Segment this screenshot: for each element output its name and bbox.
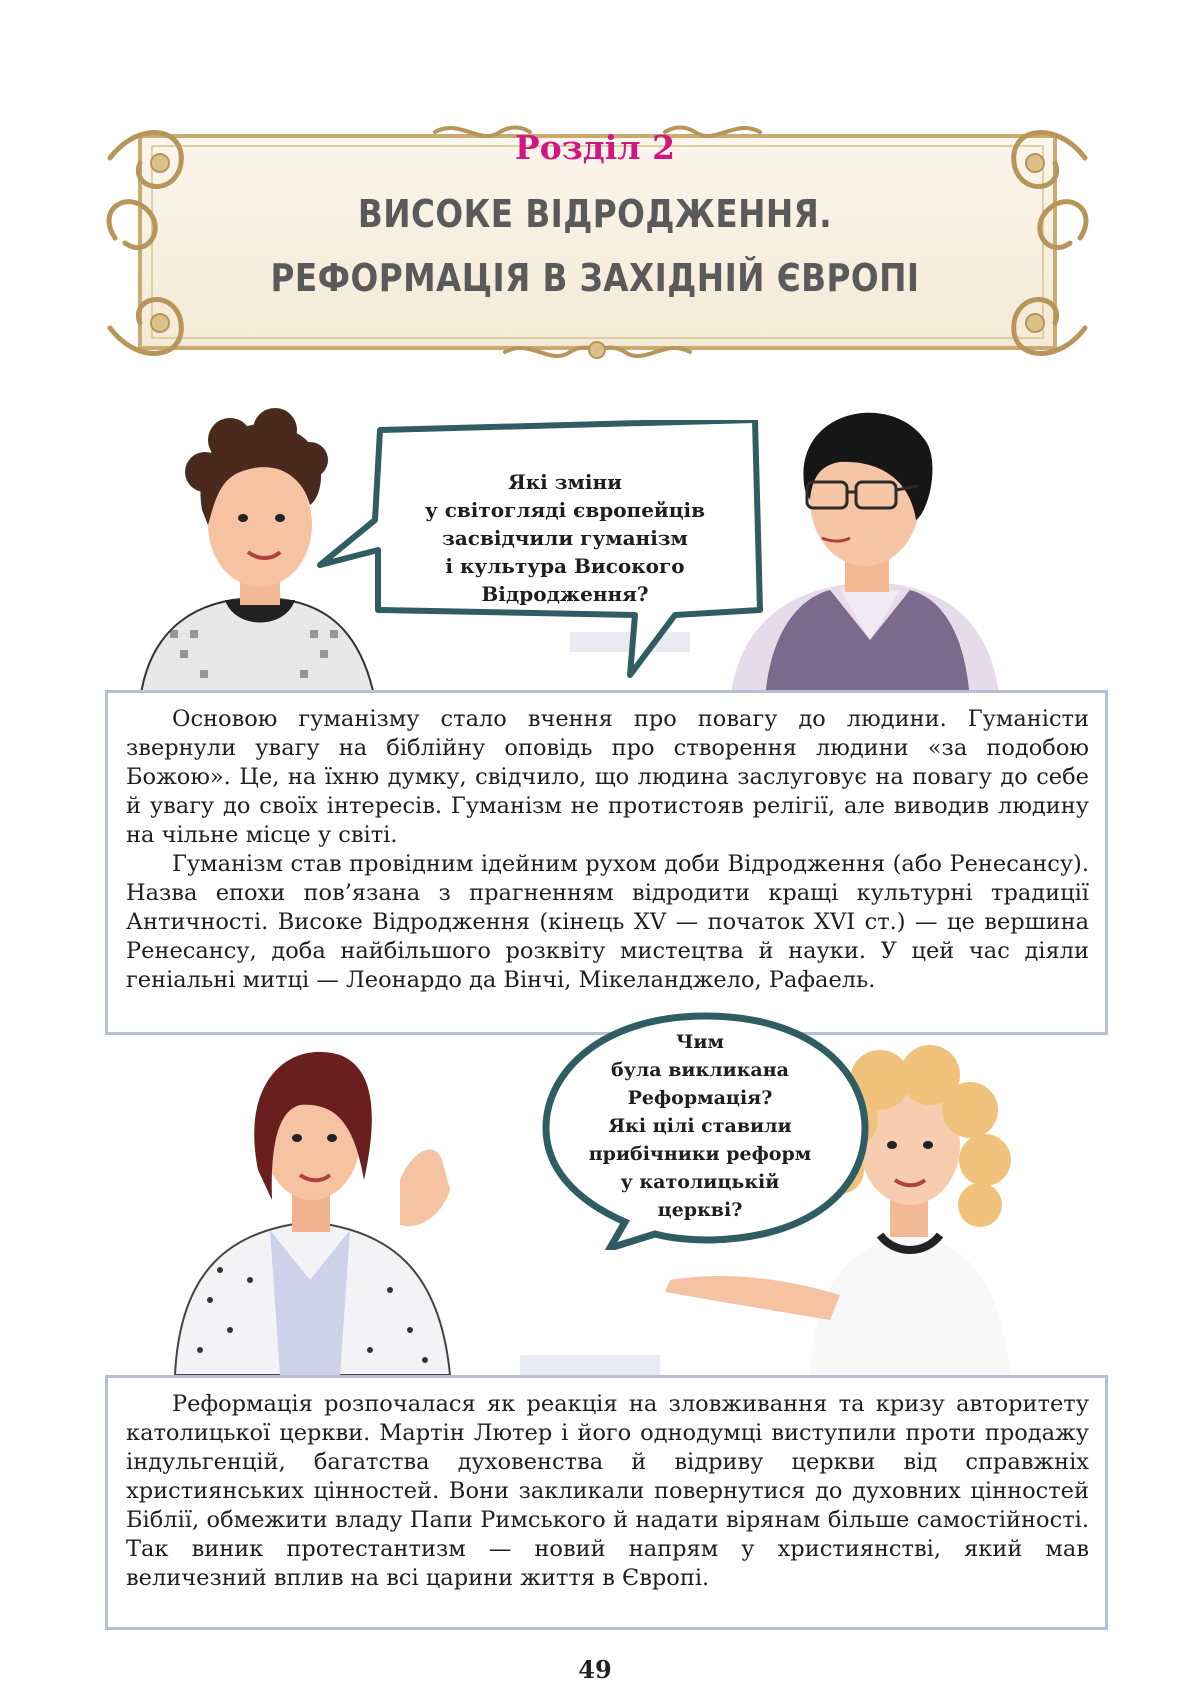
question-2-line: Які цілі ставили: [608, 1115, 792, 1137]
text-box-reformation: [105, 1375, 1108, 1630]
text-box-humanism: [105, 690, 1108, 1035]
question-1-line: і культура Високого: [445, 554, 685, 578]
question-2: [565, 1028, 835, 1224]
question-1-line: Які зміни: [508, 470, 622, 494]
question-1-line: у світогляді європейців: [424, 498, 706, 522]
question-2-line: Реформація?: [627, 1087, 773, 1109]
paragraph: Основою гуманізму стало вчення про повагу до людини. Гуманісти звернули увагу на біблійну оповідь про створення людини «за подобою Божою». Це, на їхню думку, свідчило, що людина заслуговує на повагу до себе й увагу до своїх інтересів. Гуманізм не протистояв релігії, але виводив людину на чільне місце у світі.: [126, 706, 1089, 848]
paragraph: Реформація розпочалася як реакція на зловживання та кризу авторитету католицької церкви. Мартін Лютер і його однодумці виступили проти продажу індульгенцій, багатства духовенства й відриву церкви від справжніх християнських цінностей. Вони закликали повернутися до духовних цінностей Біблії, обмежити владу Папи Римського й надати вірянам більше самостійності. Так виник протестантизм — новий напрям у християнстві, який мав величезний вплив на всі царини життя в Європі.: [126, 1391, 1089, 1591]
question-1-line: Відродження?: [481, 582, 649, 606]
page-number: 49: [578, 1655, 612, 1684]
chapter-title-line-2: РЕФОРМАЦІЯ В ЗАХІДНІЙ ЄВРОПІ: [270, 256, 920, 300]
question-2-line: церкві?: [657, 1199, 743, 1221]
question-2-line: Чим: [676, 1031, 724, 1053]
question-2-line: була викликана: [611, 1059, 789, 1081]
paragraph: Гуманізм став провідним ідейним рухом доби Відродження (або Ренесансу). Назва епохи пов’язана з прагненням відродити кращі культурні традиції Античності. Високе Відродження (кінець XV — початок XVI ст.) — це вершина Ренесансу, доба найбільшого розквіту мистецтва й науки. У цей час діяли геніальні митці — Леонардо да Вінчі, Мікеланджело, Рафаель.: [126, 851, 1089, 993]
question-2-line: прибічники реформ: [588, 1143, 812, 1165]
student-right-figure: [730, 413, 1000, 700]
chapter-title-line-1: ВИСОКЕ ВІДРОДЖЕННЯ.: [357, 192, 833, 236]
student-left-woman-figure: [175, 1052, 450, 1375]
question-1-line: засвідчили гуманізм: [442, 526, 688, 550]
question-2-line: у католицькій: [620, 1171, 780, 1193]
question-1: [395, 468, 735, 608]
section-label: Розділ 2: [514, 128, 676, 167]
